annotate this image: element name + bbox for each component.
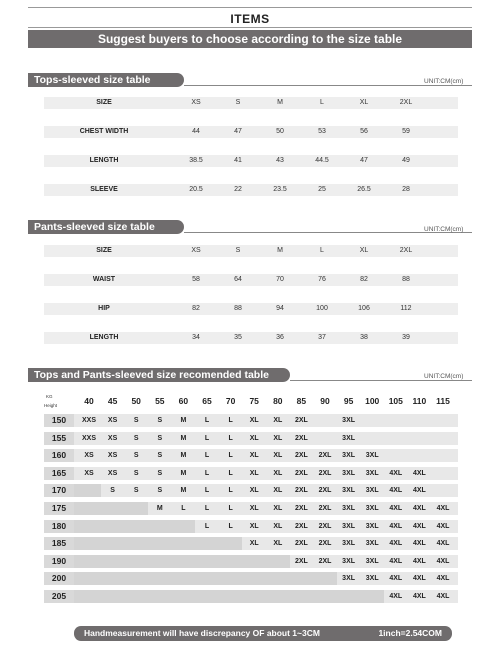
size-cell: XXS bbox=[81, 434, 96, 442]
table-cell: 88 bbox=[402, 276, 410, 283]
size-cell: 2XL bbox=[294, 417, 308, 424]
size-cell: 4XL bbox=[412, 522, 426, 530]
weight-header: 75 bbox=[249, 396, 259, 406]
size-cell: M bbox=[180, 434, 187, 442]
size-cell: XL bbox=[273, 417, 283, 424]
size-cell: L bbox=[204, 417, 210, 424]
size-cell: L bbox=[204, 505, 210, 512]
size-cell: M bbox=[180, 452, 187, 460]
table-cell: L bbox=[320, 99, 324, 106]
table-cell: M bbox=[277, 247, 283, 254]
size-cell: M bbox=[180, 469, 187, 477]
size-cell: 3XL bbox=[342, 540, 356, 548]
table-cell: 35 bbox=[234, 334, 242, 341]
table-cell: 38.5 bbox=[189, 157, 203, 164]
table-cell: M bbox=[277, 99, 283, 106]
size-cell: XL bbox=[249, 505, 259, 512]
height-cell: 200 bbox=[44, 572, 74, 585]
table-cell: 58 bbox=[192, 276, 200, 283]
size-cell: 4XL bbox=[412, 575, 426, 583]
size-cell: 3XL bbox=[342, 557, 356, 565]
size-cell: L bbox=[228, 452, 233, 460]
size-cell: 2XL bbox=[294, 522, 308, 530]
weight-header: 60 bbox=[178, 396, 189, 406]
size-cell: S bbox=[133, 469, 139, 477]
size-cell: 2XL bbox=[294, 505, 308, 512]
size-cell: S bbox=[110, 487, 115, 495]
size-cell: M bbox=[180, 487, 187, 495]
table-cell: S bbox=[235, 99, 241, 106]
weight-header: 105 bbox=[388, 396, 403, 406]
size-cell: 3XL bbox=[342, 434, 356, 442]
size-cell: 4XL bbox=[412, 593, 426, 600]
table-cell: 26.5 bbox=[357, 186, 371, 193]
table-cell: XS bbox=[191, 99, 201, 106]
size-cell: 2XL bbox=[318, 557, 332, 565]
table-cell: 2XL bbox=[399, 247, 413, 254]
table-cell: 82 bbox=[360, 276, 368, 283]
size-cell: S bbox=[133, 434, 139, 442]
size-cell: 4XL bbox=[436, 540, 450, 548]
weight-header: 85 bbox=[296, 396, 307, 406]
size-cell: XL bbox=[249, 417, 259, 424]
size-cell: 3XL bbox=[365, 522, 379, 530]
size-cell: 3XL bbox=[342, 452, 356, 460]
table-row bbox=[44, 332, 458, 344]
height-cell: 185 bbox=[44, 537, 74, 550]
size-cell: 3XL bbox=[365, 505, 379, 512]
size-cell: S bbox=[157, 452, 163, 460]
size-cell: 3XL bbox=[365, 575, 379, 583]
size-cell: 2XL bbox=[294, 469, 308, 477]
size-cell: L bbox=[228, 417, 233, 424]
size-cell: L bbox=[181, 505, 186, 512]
weight-header: 95 bbox=[343, 396, 354, 406]
size-cell: XL bbox=[249, 469, 259, 477]
size-cell: 2XL bbox=[294, 452, 308, 460]
size-cell: 3XL bbox=[342, 469, 356, 477]
title-underline bbox=[28, 27, 472, 28]
size-cell: 4XL bbox=[412, 505, 426, 512]
footer-note bbox=[74, 626, 452, 641]
size-cell: XL bbox=[273, 540, 283, 548]
row-label: SIZE bbox=[96, 247, 112, 254]
size-cell: L bbox=[204, 452, 210, 460]
table-cell: 2XL bbox=[399, 99, 413, 106]
height-label: Height bbox=[44, 403, 58, 408]
empty-band bbox=[74, 572, 337, 585]
row-label: WAIST bbox=[92, 276, 116, 283]
height-cell: 170 bbox=[44, 484, 74, 497]
size-cell: L bbox=[204, 469, 210, 477]
weight-header: 110 bbox=[412, 396, 427, 406]
table-cell: 53 bbox=[318, 128, 326, 135]
size-cell: 2XL bbox=[318, 505, 332, 512]
size-cell: 4XL bbox=[412, 557, 426, 565]
size-cell: XS bbox=[107, 452, 118, 460]
table-cell: 22 bbox=[234, 186, 242, 193]
weight-header: 45 bbox=[107, 396, 118, 406]
row-label: LENGTH bbox=[89, 157, 119, 164]
pants-unit: UNIT:CM(cm) bbox=[424, 226, 464, 233]
recommended-unit: UNIT:CM(cm) bbox=[424, 373, 464, 380]
height-cell: 165 bbox=[44, 467, 74, 480]
size-cell: XS bbox=[107, 417, 118, 424]
table-row bbox=[44, 126, 458, 138]
empty-band bbox=[74, 537, 242, 550]
height-cell: 190 bbox=[44, 555, 74, 568]
size-cell: 2XL bbox=[318, 540, 332, 548]
height-cell: 150 bbox=[44, 414, 74, 427]
table-cell: 44 bbox=[192, 128, 200, 135]
table-cell: 59 bbox=[402, 128, 410, 135]
size-cell: S bbox=[157, 434, 163, 442]
size-cell: 3XL bbox=[342, 487, 356, 495]
recommended-section-title: Tops and Pants-sleeved size recomended table bbox=[28, 368, 290, 382]
size-cell: XS bbox=[84, 469, 94, 477]
size-cell: 4XL bbox=[436, 593, 450, 600]
weight-header: 65 bbox=[202, 396, 212, 406]
empty-band bbox=[74, 502, 148, 515]
size-cell: 2XL bbox=[294, 557, 308, 565]
size-cell: L bbox=[228, 522, 233, 530]
row-label: HIP bbox=[98, 305, 110, 312]
height-cell: 205 bbox=[44, 590, 74, 603]
size-cell: XL bbox=[249, 487, 259, 495]
size-cell: S bbox=[133, 417, 139, 424]
tops-section-rule bbox=[184, 85, 472, 86]
table-cell: 56 bbox=[360, 128, 368, 135]
table-row bbox=[44, 97, 458, 109]
header-banner: Suggest buyers to choose according to the size table bbox=[28, 30, 472, 48]
weight-header: 70 bbox=[225, 396, 236, 406]
empty-band bbox=[74, 590, 384, 603]
size-cell: L bbox=[204, 487, 210, 495]
size-cell: XS bbox=[107, 469, 118, 477]
table-cell: 88 bbox=[234, 305, 242, 312]
table-row bbox=[44, 274, 458, 286]
size-cell: 4XL bbox=[389, 593, 403, 600]
table-cell: 50 bbox=[276, 128, 284, 135]
table-cell: 44.5 bbox=[315, 157, 329, 164]
size-cell: 3XL bbox=[365, 557, 379, 565]
size-cell: 4XL bbox=[436, 505, 450, 512]
size-cell: 3XL bbox=[342, 522, 356, 530]
size-cell: S bbox=[133, 487, 139, 495]
weight-header: 50 bbox=[131, 396, 141, 406]
size-cell: L bbox=[228, 505, 233, 512]
size-cell: 3XL bbox=[342, 505, 356, 512]
size-cell: XL bbox=[273, 452, 283, 460]
table-cell: 41 bbox=[234, 157, 242, 164]
top-rule bbox=[28, 7, 472, 8]
table-cell: 39 bbox=[402, 334, 410, 341]
table-cell: 70 bbox=[276, 276, 284, 283]
row-label: SIZE bbox=[96, 99, 112, 106]
tops-unit: UNIT:CM(cm) bbox=[424, 78, 464, 85]
table-cell: XL bbox=[359, 247, 369, 254]
table-cell: 20.5 bbox=[189, 186, 203, 193]
height-cell: 160 bbox=[44, 449, 74, 462]
footer-inch: 1inch=2.54COM bbox=[378, 628, 442, 638]
weight-header: 90 bbox=[320, 396, 330, 406]
size-cell: XL bbox=[273, 522, 283, 530]
size-cell: 2XL bbox=[294, 434, 308, 442]
table-cell: 94 bbox=[276, 305, 284, 312]
table-cell: 28 bbox=[402, 186, 410, 193]
size-cell: XL bbox=[273, 505, 283, 512]
size-cell: 3XL bbox=[365, 469, 379, 477]
size-cell: S bbox=[157, 417, 163, 424]
size-cell: S bbox=[157, 487, 163, 495]
table-cell: 34 bbox=[192, 334, 200, 341]
height-cell: 175 bbox=[44, 502, 74, 515]
size-cell: L bbox=[228, 469, 233, 477]
size-cell: XL bbox=[249, 452, 259, 460]
size-cell: XL bbox=[273, 487, 283, 495]
weight-header: 80 bbox=[273, 396, 283, 406]
size-cell: S bbox=[133, 452, 139, 460]
weight-header: 115 bbox=[436, 396, 450, 406]
size-cell: 3XL bbox=[342, 575, 356, 583]
tops-section-title: Tops-sleeved size table bbox=[28, 73, 184, 87]
table-row bbox=[44, 184, 458, 196]
size-cell: XXS bbox=[81, 417, 96, 424]
size-cell: 4XL bbox=[436, 575, 450, 583]
size-cell: L bbox=[228, 434, 233, 442]
size-cell: M bbox=[156, 505, 163, 512]
empty-band bbox=[74, 484, 101, 497]
table-cell: 25 bbox=[318, 186, 326, 193]
size-cell: XL bbox=[249, 540, 259, 548]
size-cell: S bbox=[157, 469, 163, 477]
table-cell: 47 bbox=[234, 128, 242, 135]
empty-band bbox=[74, 555, 290, 568]
height-cell: 180 bbox=[44, 520, 74, 533]
table-cell: XS bbox=[191, 247, 201, 254]
table-cell: 106 bbox=[358, 305, 370, 312]
size-cell: 3XL bbox=[365, 452, 379, 460]
size-cell: XL bbox=[249, 522, 259, 530]
size-cell: 4XL bbox=[436, 522, 450, 530]
size-cell: M bbox=[180, 417, 187, 424]
size-cell: 2XL bbox=[318, 452, 332, 460]
size-cell: 4XL bbox=[389, 575, 403, 583]
table-cell: 36 bbox=[276, 334, 284, 341]
page-title: ITEMS bbox=[230, 12, 270, 26]
recommended-section-rule bbox=[290, 380, 472, 381]
size-cell: 4XL bbox=[389, 540, 403, 548]
row-label: CHEST WIDTH bbox=[79, 128, 129, 135]
kg-label: KG bbox=[46, 394, 53, 399]
size-cell: 4XL bbox=[389, 505, 403, 512]
size-cell: 3XL bbox=[365, 487, 379, 495]
table-cell: S bbox=[235, 247, 241, 254]
table-cell: 37 bbox=[318, 334, 326, 341]
table-cell: 38 bbox=[360, 334, 368, 341]
table-cell: 47 bbox=[360, 157, 368, 164]
weight-header: 40 bbox=[84, 396, 94, 406]
size-cell: XL bbox=[273, 469, 283, 477]
size-cell: 2XL bbox=[318, 522, 332, 530]
size-cell: XS bbox=[107, 434, 118, 442]
table-cell: 82 bbox=[192, 305, 200, 312]
row-label: SLEEVE bbox=[90, 186, 118, 193]
size-cell: 3XL bbox=[365, 540, 379, 548]
size-cell: 4XL bbox=[412, 469, 426, 477]
size-cell: 2XL bbox=[318, 487, 332, 495]
size-cell: 4XL bbox=[389, 557, 403, 565]
table-cell: 23.5 bbox=[273, 186, 287, 193]
size-cell: XS bbox=[84, 452, 94, 460]
size-cell: 4XL bbox=[389, 469, 403, 477]
size-cell: 2XL bbox=[318, 469, 332, 477]
size-cell: 2XL bbox=[294, 540, 308, 548]
table-cell: XL bbox=[359, 99, 369, 106]
size-cell: XL bbox=[249, 434, 259, 442]
pants-section-title: Pants-sleeved size table bbox=[28, 220, 184, 234]
table-cell: 43 bbox=[276, 157, 284, 164]
empty-band bbox=[74, 520, 195, 533]
weight-header: 100 bbox=[365, 396, 380, 406]
height-cell: 155 bbox=[44, 432, 74, 445]
size-cell: 4XL bbox=[436, 557, 450, 565]
size-cell: XL bbox=[273, 434, 283, 442]
size-cell: 4XL bbox=[389, 487, 403, 495]
table-cell: 76 bbox=[318, 276, 326, 283]
size-cell: 3XL bbox=[342, 417, 356, 424]
size-cell: L bbox=[228, 487, 233, 495]
size-cell: 4XL bbox=[389, 522, 403, 530]
size-cell: L bbox=[204, 522, 210, 530]
table-cell: 64 bbox=[234, 276, 242, 283]
size-cell: L bbox=[204, 434, 210, 442]
table-cell: 49 bbox=[402, 157, 410, 164]
size-cell: 4XL bbox=[412, 487, 426, 495]
table-cell: 112 bbox=[400, 305, 412, 312]
size-cell: 2XL bbox=[294, 487, 308, 495]
row-label: LENGTH bbox=[89, 334, 119, 341]
table-cell: 100 bbox=[316, 305, 328, 312]
table-cell: L bbox=[320, 247, 324, 254]
table-row bbox=[44, 303, 458, 315]
weight-header: 55 bbox=[155, 396, 165, 406]
table-row bbox=[44, 245, 458, 257]
size-cell: 4XL bbox=[412, 540, 426, 548]
table-row bbox=[44, 155, 458, 167]
footer-discrepancy: Handmeasurement will have discrepancy OF about 1~3CM bbox=[84, 628, 320, 638]
